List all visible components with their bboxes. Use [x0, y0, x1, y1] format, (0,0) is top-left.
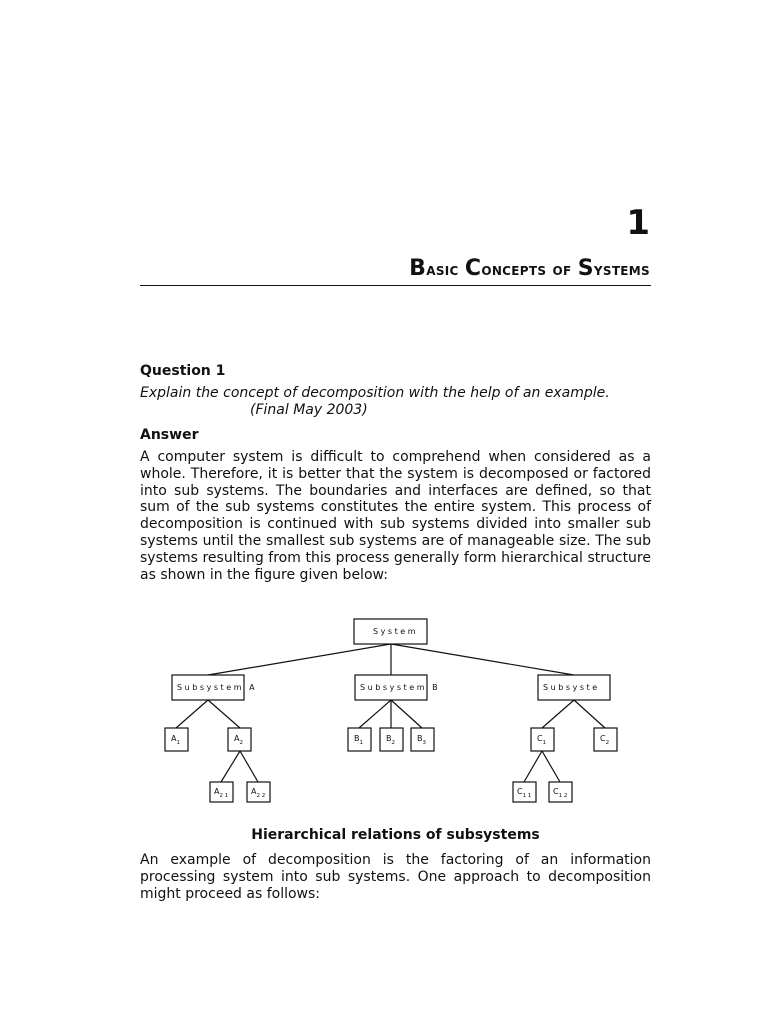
node-a21-label: $A_{2 1}$ [214, 787, 229, 799]
question-text: Explain the concept of decomposition with the help of an example. [140, 385, 610, 401]
subsystem-b-label: S u b s y s t e m B [360, 683, 438, 692]
node-c1-label: $C_1$ [537, 734, 547, 746]
subsystem-c-label: S u b s y s t e [543, 683, 598, 692]
node-b3-label: $B_3$ [417, 734, 426, 746]
node-b2-label: $B_2$ [386, 734, 395, 746]
node-c11-label: $C_{1 1}$ [517, 787, 532, 799]
system-label: S y s t e m [373, 627, 416, 636]
chapter-title-initial: S [577, 256, 594, 281]
answer-paragraph-2: An example of decomposition is the factoring of an information processing system into sub systems. One approach to decomposition might proceed as follows: [140, 852, 651, 902]
node-c12-label: $C_{1 2}$ [553, 787, 568, 799]
question-reference: (Final May 2003) [250, 402, 368, 418]
chapter-title-word: ystems [593, 260, 650, 280]
chapter-title-word: oncepts of [481, 260, 578, 280]
answer-paragraph-1: A computer system is difficult to comprehend when considered as a whole. Therefore, it is better that the system is decomposed or factored into sub systems. The boundaries and interfaces are defined, so that sum of the sub systems constitutes the entire system. This process of decomposition is continued with sub systems divided into smaller sub systems until the smallest sub systems are of manageable size. The sub systems resulting from this process generally form hierarchical structure as shown in the figure given below: [140, 449, 651, 583]
node-c2-label: $C_2$ [600, 734, 610, 746]
question-heading: Question 1 [140, 363, 226, 379]
chapter-title-initial: B [409, 256, 427, 281]
node-a2-label: $A_2$ [234, 734, 243, 746]
node-b1-label: $B_1$ [354, 734, 363, 746]
subsystem-a-label: S u b s y s t e m A [177, 683, 255, 692]
chapter-title-word: asic [426, 260, 465, 280]
connector-lines [176, 644, 605, 782]
node-a1-label: $A_1$ [171, 734, 180, 746]
chapter-number: 1 [626, 203, 650, 243]
chapter-title-initial: C [464, 256, 482, 281]
figure-caption: Hierarchical relations of subsystems [251, 827, 540, 843]
answer-heading: Answer [140, 427, 199, 443]
node-a22-label: $A_{2 2}$ [251, 787, 266, 799]
